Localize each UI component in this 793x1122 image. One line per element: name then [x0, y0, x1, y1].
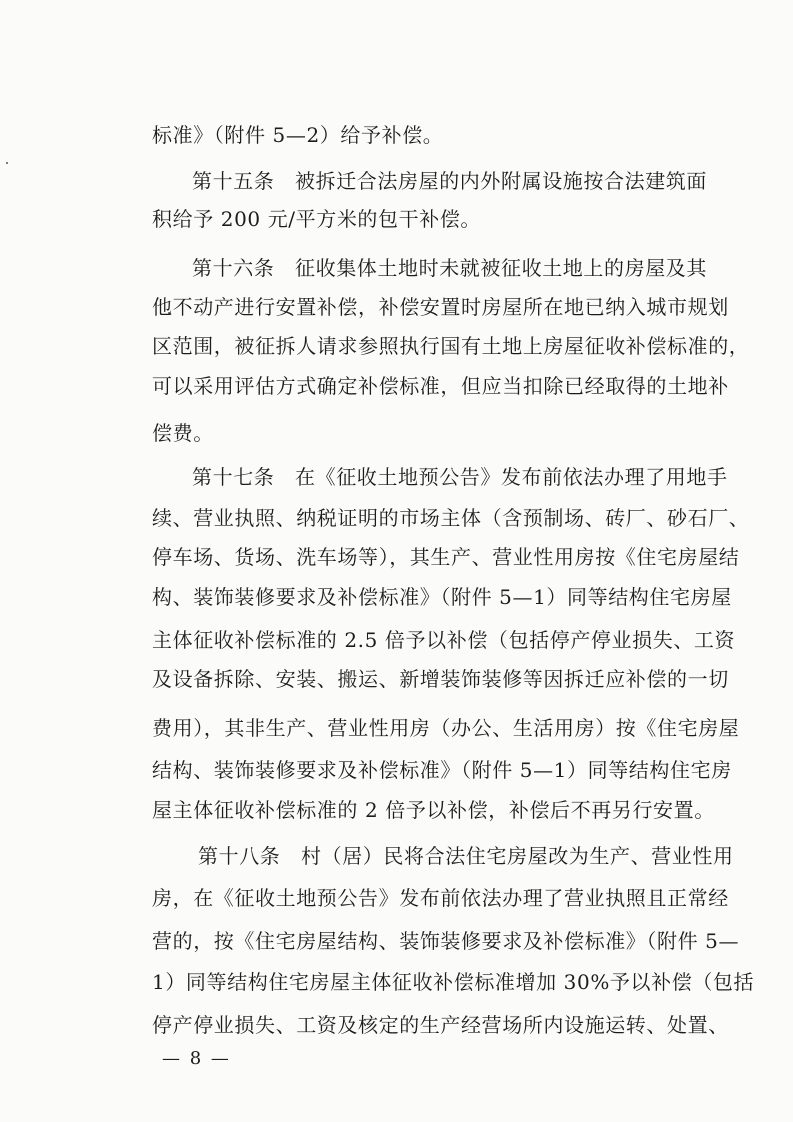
article-18-line: 营的，按《住宅房屋结构、装饰装修要求及补偿标准》（附件 5—: [152, 929, 740, 953]
article-17-line: 主体征收补偿标准的 2.5 倍予以补偿（包括停产停业损失、工资: [152, 628, 736, 652]
article-18-line: 第十八条 村（居）民将合法住宅房屋改为生产、营业性用: [198, 844, 734, 868]
article-16-line: 区范围，被征拆人请求参照执行国有土地上房屋征收补偿标准的，: [152, 334, 750, 358]
article-15-line: 积给予 200 元/平方米的包干补偿。: [152, 207, 482, 231]
article-17-line: 费用），其非生产、营业性用房（办公、生活用房）按《住宅房屋: [152, 716, 740, 740]
article-16-line: 第十六条 征收集体土地时未就被征收土地上的房屋及其: [192, 256, 707, 280]
article-17-line: 构、装饰装修要求及补偿标准》（附件 5—1）同等结构住宅房屋: [152, 585, 732, 609]
article-16-line: 他不动产进行安置补偿，补偿安置时房屋所在地已纳入城市规划: [152, 295, 729, 319]
article-18-line: 停产停业损失、工资及核定的生产经营场所内设施运转、处置、: [152, 1013, 729, 1037]
article-17-line: 续、营业执照、纳税证明的市场主体（含预制场、砖厂、砂石厂、: [152, 506, 750, 530]
scan-speck: [6, 162, 8, 164]
article-18-line: 房，在《征收土地预公告》发布前依法办理了营业执照且正常经: [152, 886, 729, 910]
article-18-line: 1）同等结构住宅房屋主体征收补偿标准增加 30%予以补偿（包括: [152, 970, 755, 994]
article-16-line: 可以采用评估方式确定补偿标准，但应当扣除已经取得的土地补: [152, 374, 729, 398]
article-17-line: 屋主体征收补偿标准的 2 倍予以补偿，补偿后不再另行安置。: [152, 798, 715, 822]
article-17-line: 第十七条 在《征收土地预公告》发布前依法办理了用地手: [192, 465, 728, 489]
article-17-line: 结构、装饰装修要求及补偿标准》（附件 5—1）同等结构住宅房: [152, 758, 732, 782]
article-16-line: 偿费。: [152, 421, 214, 445]
article-15-line: 第十五条 被拆迁合法房屋的内外附属设施按合法建筑面: [192, 169, 707, 193]
article-17-line: 及设备拆除、安装、搬运、新增装饰装修等因拆迁应补偿的一切: [152, 667, 729, 691]
page-number: — 8 —: [162, 1048, 231, 1069]
paragraph-line: 标准》（附件 5—2）给予补偿。: [152, 123, 444, 147]
article-17-line: 停车场、货场、洗车场等），其生产、营业性用房按《住宅房屋结: [152, 545, 740, 569]
